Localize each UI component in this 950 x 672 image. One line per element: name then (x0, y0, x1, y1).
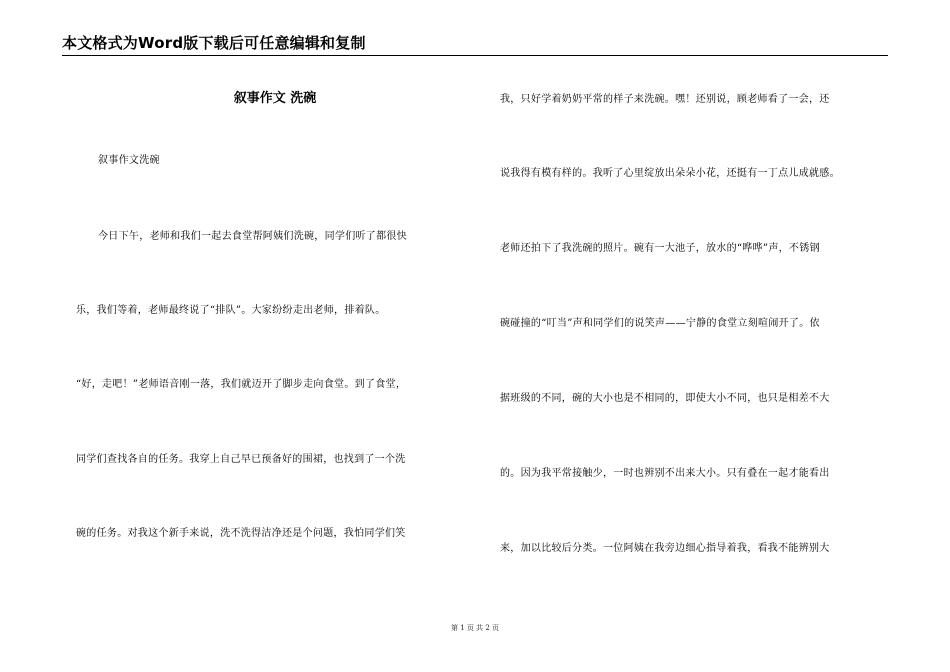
paragraph-line: 的。因为我平常接触少，一时也辨别不出来大小。只有叠在一起才能看出 (500, 468, 830, 479)
paragraph-line: 据班级的不同，碗的大小也是不相同的，即使大小不同，也只是相差不大 (500, 393, 830, 404)
paragraph-line: 今日下午，老师和我们一起去食堂帮阿姨们洗碗，同学们听了都很快 (98, 231, 407, 242)
document-title: 叙事作文 洗碗 (233, 91, 317, 106)
paragraph-line: 乐，我们等着，老师最终说了“排队”。大家纷纷走出老师，排着队。 (76, 305, 386, 316)
paragraph-line: 来，加以比较后分类。一位阿姨在我旁边细心指导着我，看我不能辨别大 (500, 543, 830, 554)
paragraph-line: “好，走吧！”老师语音刚一落，我们就迈开了脚步走向食堂。到了食堂， (76, 379, 407, 390)
subtitle-line: 叙事作文洗碗 (98, 155, 160, 166)
paragraph-line: 同学们查找各自的任务。我穿上自己早已预备好的围裙，也找到了一个洗 (76, 454, 406, 465)
page-number: 第 1 页 共 2 页 (450, 624, 500, 632)
header-text: 本文格式为Word版下载后可任意编辑和复制 (62, 34, 366, 52)
paragraph-line: 说我得有模有样的。我听了心里绽放出朵朵小花，还挺有一丁点儿成就感。 (500, 168, 840, 179)
paragraph-line: 碗碰撞的“叮当”声和同学们的说笑声——宁静的食堂立刻喧闹开了。依 (500, 318, 820, 329)
paragraph-line: 老师还拍下了我洗碗的照片。碗有一大池子，放水的“哗哗”声，不锈钢 (500, 243, 820, 254)
paragraph-line: 我，只好学着奶奶平常的样子来洗碗。嘿！还别说，顾老师看了一会，还 (500, 94, 830, 105)
document-header (62, 33, 888, 55)
paragraph-line: 碗的任务。对我这个新手来说，洗不洗得洁净还是个问题，我怕同学们笑 (76, 528, 406, 539)
header-divider (62, 55, 888, 56)
